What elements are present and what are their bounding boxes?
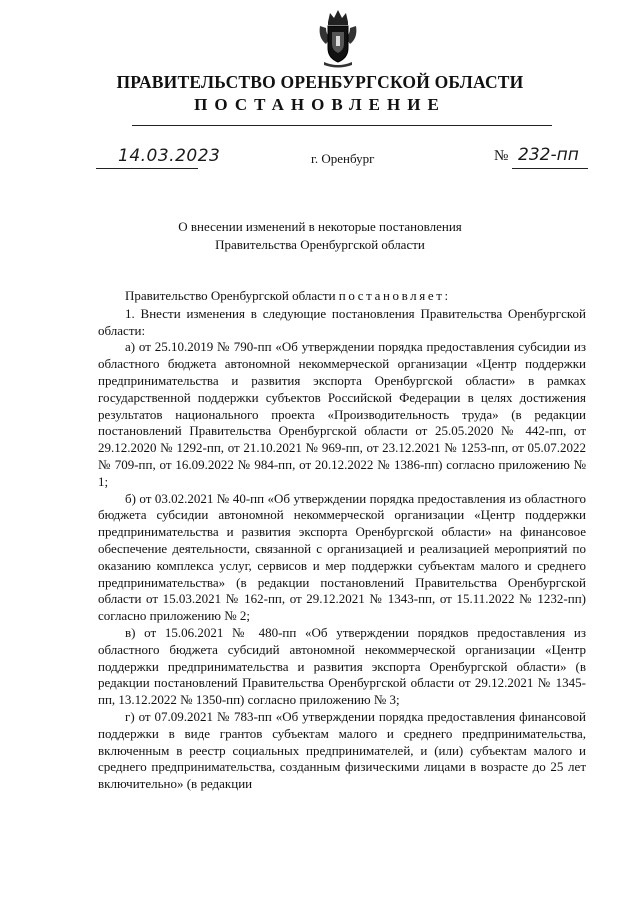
item-a: а) от 25.10.2019 № 790-пп «Об утверждении порядка предоставления субсидии из областного бюджета автономной некоммерческой организации «Центр поддержки предпринимательства и развития экспорта Оренбургской области» в рамках государственной поддержки субъектов Российской Федерации в целях достижения результатов национального проекта «Производительность труда» (в редакции постановлений Правительства Оренбургской области от 25.05.2020 № 442-пп, от 29.12.2020 № 1292-пп, от 21.10.2021 № 969-пп, от 23.12.2021 № 1253-пп, от 05.07.2022 № 709-пп, от 16.09.2022 № 984-пп, от 20.12.2022 № 1386-пп) согласно приложению № 1; — [98, 339, 586, 489]
number-label: № — [494, 148, 509, 164]
item-1: 1. Внести изменения в следующие постановления Правительства Оренбургской области: — [98, 305, 586, 338]
decree-date: 14.03.2023 — [118, 146, 221, 166]
decree-body — [98, 288, 586, 793]
date-underline — [96, 168, 198, 169]
government-title: ПРАВИТЕЛЬСТВО ОРЕНБУРГСКОЙ ОБЛАСТИ — [116, 72, 524, 92]
item-b: б) от 03.02.2021 № 40-пп «Об утверждении порядка предоставления из областного бюджета субсидии автономной некоммерческой организации «Центр поддержки предпринимательства и развития экспорта Оренбургской области» на финансовое обеспечение деятельности, связанной с организацией и реализацией мероприятий по оказанию комплекса услуг, сервисов и мер поддержки субъектам малого и среднего предпринимательства» (в редакции постановлений Правительства Оренбургской области от 15.03.2021 № 162-пп, от 29.12.2021 № 1343-пп, от 15.11.2022 № 1232-пп) согласно приложению № 2; — [98, 490, 586, 624]
header-divider — [132, 125, 552, 126]
decree-subject — [0, 218, 640, 254]
item-d: г) от 07.09.2021 № 783-пп «Об утверждении порядка предоставления финансовой поддержки в виде грантов субъектам малого и среднего предпринимательства, включенным в реестр социальных предпринимателей, и (или) субъектам малого и среднего предпринимательства, созданным физическими лицами в возрасте до 25 лет включительно» (в редакции — [98, 708, 586, 792]
subject-line: О внесении изменений в некоторые постановления — [178, 219, 462, 234]
decree-title: ПОСТАНОВЛЕНИЕ — [194, 95, 446, 114]
coat-of-arms-icon — [316, 8, 360, 68]
item-c: в) от 15.06.2021 № 480-пп «Об утверждении порядков предоставления из областного бюджета субсидий автономной некоммерческой организации «Центр поддержки предпринимательства и развития экспорта Оренбургской области» (в редакции постановлений Правительства Оренбургской области от 29.12.2021 № 1345-пп, 13.12.2022 № 1350-пп) согласно приложению № 3; — [98, 624, 586, 708]
number-underline — [512, 168, 588, 169]
city: г. Оренбург — [311, 151, 375, 166]
intro-paragraph — [98, 288, 586, 305]
decree-number: 232-пп — [518, 145, 579, 165]
intro-verb: постановляет: — [338, 288, 451, 303]
subject-line: Правительства Оренбургской области — [215, 237, 425, 252]
intro-prefix: Правительство Оренбургской области — [125, 288, 336, 303]
